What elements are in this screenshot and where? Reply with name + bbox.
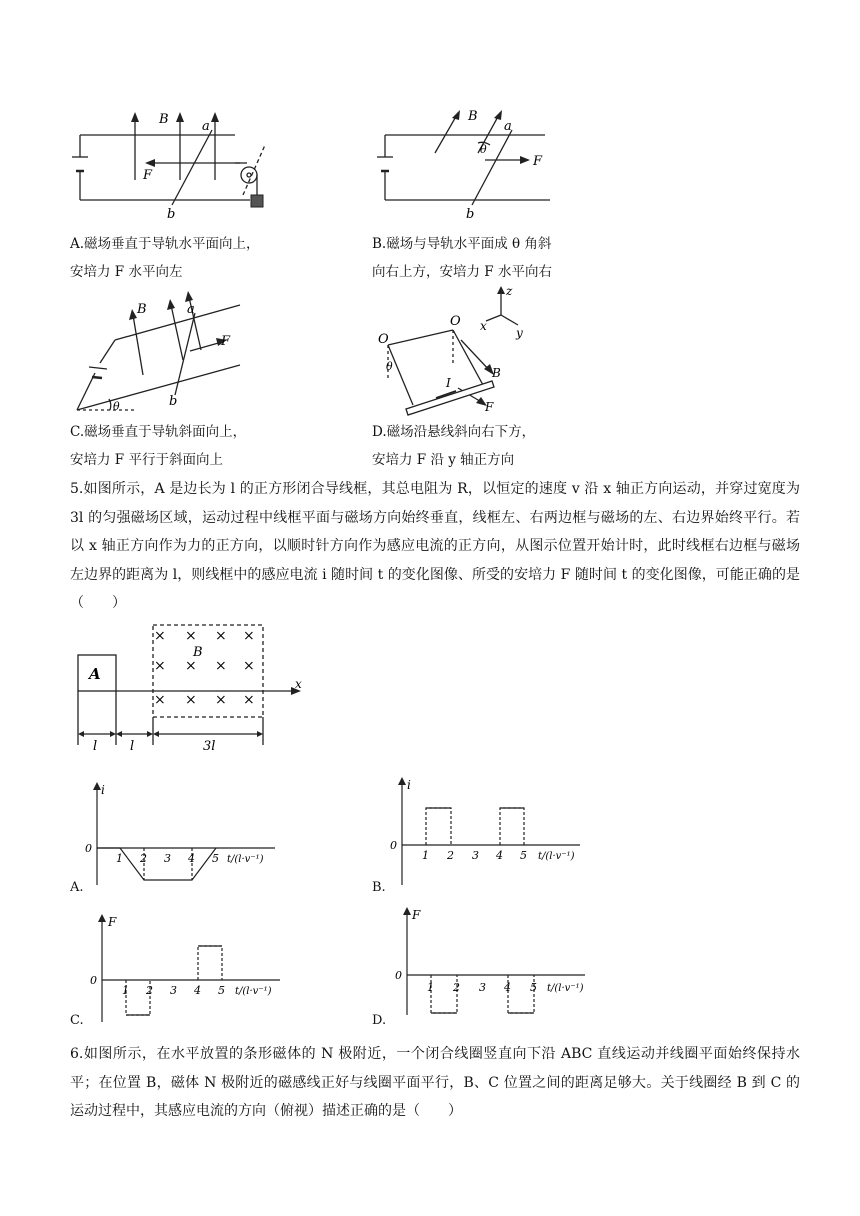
q4-option-d-line2: 安培力 F 沿 y 轴正方向: [372, 452, 515, 468]
svg-text:3: 3: [164, 852, 171, 865]
svg-text:3: 3: [170, 984, 177, 997]
graph-c-option: C.: [70, 1013, 84, 1028]
label-a: a: [202, 119, 210, 134]
graph-b: [390, 775, 580, 885]
svg-text:×: ×: [243, 692, 255, 708]
svg-text:×: ×: [154, 658, 166, 674]
figure-4c: [75, 295, 275, 420]
svg-text:5: 5: [212, 852, 219, 865]
svg-text:4: 4: [194, 984, 201, 997]
dim-3l: 3l: [203, 739, 216, 754]
dim-l-2: l: [130, 739, 135, 754]
origin: 0: [395, 969, 402, 982]
ylabel: i: [101, 783, 105, 797]
label-b: b: [169, 394, 178, 409]
graph-a-option: A.: [70, 880, 84, 895]
field-label-B: B: [193, 645, 203, 660]
ylabel: F: [108, 915, 117, 929]
svg-text:5: 5: [530, 981, 537, 994]
label-F: F: [533, 154, 543, 169]
svg-text:×: ×: [185, 658, 197, 674]
q4-option-b-line2: 向右上方，安培力 F 水平向右: [372, 264, 552, 280]
svg-text:5: 5: [520, 849, 527, 862]
label-B: B: [159, 112, 169, 127]
svg-text:×: ×: [215, 628, 227, 644]
xlabel: t/(l·v⁻¹): [235, 986, 272, 997]
label-F: F: [485, 400, 494, 414]
xlabel: t/(l·v⁻¹): [227, 854, 264, 865]
figure-4a: [75, 105, 275, 225]
dim-l-1: l: [93, 739, 98, 754]
svg-text:2: 2: [146, 984, 153, 997]
xlabel: t/(l·v⁻¹): [538, 851, 575, 862]
svg-text:4: 4: [496, 849, 503, 862]
svg-text:3: 3: [479, 981, 486, 994]
svg-text:2: 2: [447, 849, 454, 862]
graph-b-option: B.: [372, 880, 386, 895]
graph-d: [395, 905, 585, 1015]
label-y: y: [516, 326, 523, 340]
label-F: F: [143, 168, 153, 183]
q4-option-a-line1: A.磁场垂直于导轨水平面向上，: [70, 236, 260, 252]
label-b: b: [167, 207, 176, 222]
label-x: x: [480, 319, 487, 333]
svg-text:×: ×: [243, 628, 255, 644]
label-theta: θ: [113, 400, 120, 413]
svg-text:×: ×: [215, 692, 227, 708]
axis-label-x: x: [295, 677, 302, 691]
label-I: I: [446, 376, 451, 390]
graph-d-option: D.: [372, 1013, 387, 1028]
figure-5-field: [75, 620, 315, 755]
svg-text:4: 4: [504, 981, 511, 994]
svg-text:1: 1: [427, 981, 434, 994]
origin: 0: [90, 974, 97, 987]
svg-text:2: 2: [453, 981, 460, 994]
svg-text:1: 1: [122, 984, 129, 997]
q4-option-b-line1: B.磁场与导轨水平面成 θ 角斜: [372, 236, 552, 252]
label-a: a: [504, 119, 512, 134]
label-theta: θ: [480, 143, 487, 156]
svg-text:1: 1: [422, 849, 429, 862]
label-z: z: [506, 284, 513, 298]
svg-text:5: 5: [218, 984, 225, 997]
svg-text:2: 2: [140, 852, 147, 865]
label-B: B: [137, 302, 147, 317]
frame-label-A: A: [89, 665, 101, 683]
svg-text:×: ×: [185, 628, 197, 644]
q4-option-d-line1: D.磁场沿悬线斜向右下方，: [372, 424, 536, 440]
svg-text:1: 1: [116, 852, 123, 865]
svg-text:×: ×: [154, 628, 166, 644]
origin: 0: [390, 839, 397, 852]
question-6-text: 6.如图所示，在水平放置的条形磁体的 N 极附近，一个闭合线圈竖直向下沿 ABC 直线运动并线圈平面始终保持水平；在位置 B，磁体 N 极附近的磁感线正好与线圈平面平行，B、C 位置之间的距离足够大。关于线圈经 B 到 C 的运动过程中，其感应电流的方向（俯视）描述正确的是（ ）: [70, 1046, 800, 1119]
label-a: a: [187, 302, 195, 317]
label-b: b: [466, 207, 475, 222]
ylabel: F: [412, 908, 421, 922]
q4-option-c-line1: C.磁场垂直于导轨斜面向上，: [70, 424, 247, 440]
ylabel: i: [407, 778, 411, 792]
q4-option-a-line2: 安培力 F 水平向左: [70, 264, 183, 280]
svg-text:×: ×: [154, 692, 166, 708]
graph-a: [85, 780, 275, 890]
label-O2: O: [450, 314, 461, 329]
label-F: F: [221, 334, 231, 349]
question-5-text: 5.如图所示，A 是边长为 l 的正方形闭合导线框，其总电阻为 R，以恒定的速度 v 沿 x 轴正方向运动，并穿过宽度为 3l 的匀强磁场区域，运动过程中线框平面与磁场方向始终垂直，线框左、右两边框与磁场的左、右边界始终平行。若以 x 轴正方向作为力的正方向，以顺时针方向作为感应电流的正方向，从图示位置开始计时，此时线框右边框与磁场左边界的距离为 l，则线框中的感应电流 i 随时间 t 的变化图像、所受的安培力 F 随时间 t 的变化图像，可能正确的是（ ）: [70, 481, 800, 611]
svg-text:4: 4: [188, 852, 195, 865]
figure-4d: [378, 285, 578, 420]
origin: 0: [85, 842, 92, 855]
svg-text:3: 3: [472, 849, 479, 862]
xlabel: t/(l·v⁻¹): [547, 983, 584, 994]
svg-text:×: ×: [185, 692, 197, 708]
q4-option-c-line2: 安培力 F 平行于斜面向上: [70, 452, 223, 468]
label-B: B: [468, 109, 478, 124]
figure-4b: [380, 105, 580, 225]
label-O1: O: [378, 332, 389, 347]
label-theta: θ: [386, 360, 393, 373]
svg-text:×: ×: [215, 658, 227, 674]
graph-c: [90, 912, 280, 1022]
label-B: B: [492, 366, 501, 380]
svg-text:×: ×: [243, 658, 255, 674]
